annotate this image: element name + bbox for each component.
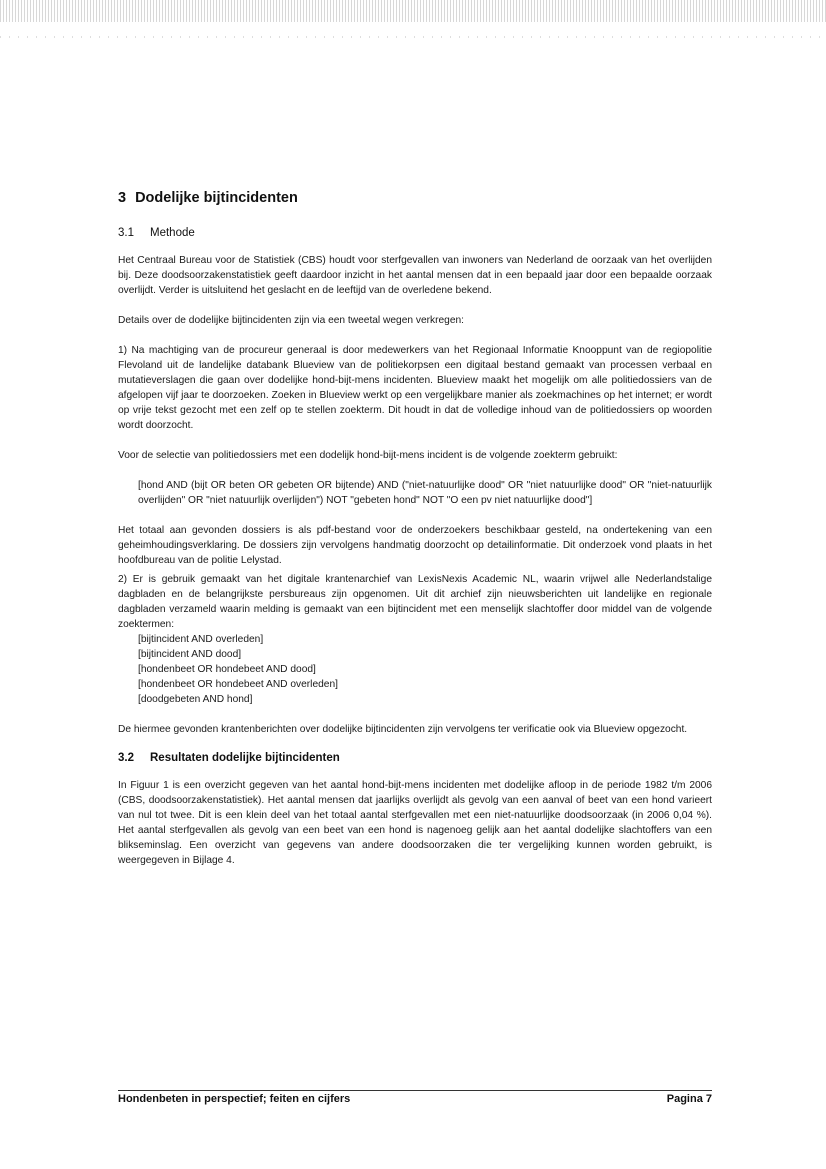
list-item: [hondenbeet OR hondebeet AND overleden]: [138, 679, 338, 690]
paragraph: In Figuur 1 is een overzicht gegeven van het aantal hond-bijt-mens incidenten met dodelijke afloop in de periode 1982 t/m 2006 (CBS, doodsoorzakenstatistiek). Het aantal mensen dat jaarlijks overlijdt als gevolg van een aanval of beet van een hond varieert van nul tot twee. Dit is een klein deel van het totaal aantal sterfgevallen met een niet-natuurlijke doodsoorzaak (in 2006 0,04 %). Het aantal sterfgevallen als gevolg van een beet van een hond is nagenoeg gelijk aan het aantal dodelijke slachtoffers van een blikseminslag. Een overzicht van gegevens van andere doodsoorzaken die ter vergelijking kunnen worden gebruikt, is weergegeven in Bijlage 4.: [118, 780, 712, 866]
page-footer: [118, 1093, 712, 1105]
paragraph: Het totaal aan gevonden dossiers is als pdf-bestand voor de onderzoekers beschikbaar gesteld, na ondertekening van een geheimhoudingsverklaring. De dossiers zijn vervolgens handmatig doorzocht op detailinformatie. Dit onderzoek vond plaats in het hoofdbureau van de politie Lelystad.: [118, 525, 712, 566]
list-item: [bijtincident AND dood]: [138, 649, 242, 660]
section-title: Resultaten dodelijke bijtincidenten: [150, 752, 340, 764]
paragraph: 1) Na machtiging van de procureur generaal is door medewerkers van het Regionaal Informatie Knooppunt van de regiopolitie Flevoland uit de landelijke databank Blueview van de politiekorpsen een digitaal bestand gemaakt van processen verbaal en mutatieverslagen die gaan over dodelijke hond-bijt-mens incidenten. Blueview maakt het mogelijk om alle politiedossiers van de afgelopen vijf jaar te doorzoeken. Zoeken in Blueview werkt op een vergelijkbare manier als zoekmachines op het internet; er wordt op vrije tekst gezocht met een zelf op te stellen zoekterm. Dit houdt in dat de volledige inhoud van de politiedossiers op woorden wordt doorzocht.: [118, 345, 712, 431]
footer-title: Hondenbeten in perspectief; feiten en cijfers: [118, 1093, 351, 1105]
footer-divider: [118, 1090, 712, 1091]
paragraph: De hiermee gevonden krantenberichten over dodelijke bijtincidenten zijn vervolgens ter verificatie ook via Blueview opgezocht.: [118, 724, 688, 735]
paragraph: Het Centraal Bureau voor de Statistiek (CBS) houdt voor sterfgevallen van inwoners van Nederland de oorzaak van het overlijden bij. Deze doodsoorzakenstatistiek geeft daardoor inzicht in het aantal mensen dat in een bepaald jaar door een bepaalde oorzaak overlijdt. Verder is uitsluitend het geslacht en de leeftijd van de overledene bekend.: [118, 255, 712, 296]
scan-artifact-dots: [0, 36, 826, 38]
chapter-heading: [118, 190, 712, 206]
paragraph: 2) Er is gebruik gemaakt van het digitale krantenarchief van LexisNexis Academic NL, waarin vrijwel alle Nederlandstalige dagbladen en de belangrijkste persbureaus zijn opgenomen. Uit dit archief zijn nieuwsberichten uit landelijke en regionale dagbladen verzameld waarin melding is gemaakt van een bijtincident met een menselijk slachtoffer door middel van de volgende zoektermen:: [118, 574, 712, 630]
paragraph: Voor de selectie van politiedossiers met een dodelijk hond-bijt-mens incident is de volgende zoekterm gebruikt:: [118, 450, 618, 461]
list-item: [doodgebeten AND hond]: [138, 694, 253, 705]
page-content: [118, 190, 712, 883]
section-heading-methode: [118, 227, 712, 239]
search-query: [hond AND (bijt OR beten OR gebeten OR bijtende) AND ("niet-natuurlijke dood" OR "niet natuurlijke dood" OR "niet-natuurlijk overlijden" OR "niet natuurlijk overlijden") NOT "gebeten hond" NOT "O een pv niet natuurlijke dood"]: [138, 480, 712, 506]
chapter-title: Dodelijke bijtincidenten: [135, 190, 298, 206]
paragraph: Details over de dodelijke bijtincidenten zijn via een tweetal wegen verkregen:: [118, 315, 465, 326]
list-item: [hondenbeet OR hondebeet AND dood]: [138, 664, 316, 675]
list-item: [bijtincident AND overleden]: [138, 634, 264, 645]
search-terms-list: [118, 632, 712, 707]
page-number: Pagina 7: [666, 1093, 712, 1105]
chapter-number: 3: [118, 190, 127, 206]
section-heading-resultaten: [118, 752, 712, 764]
section-number: 3.1: [118, 227, 134, 239]
scan-artifact-band: [0, 0, 826, 22]
section-number: 3.2: [118, 752, 134, 764]
section-title: Methode: [150, 227, 195, 239]
